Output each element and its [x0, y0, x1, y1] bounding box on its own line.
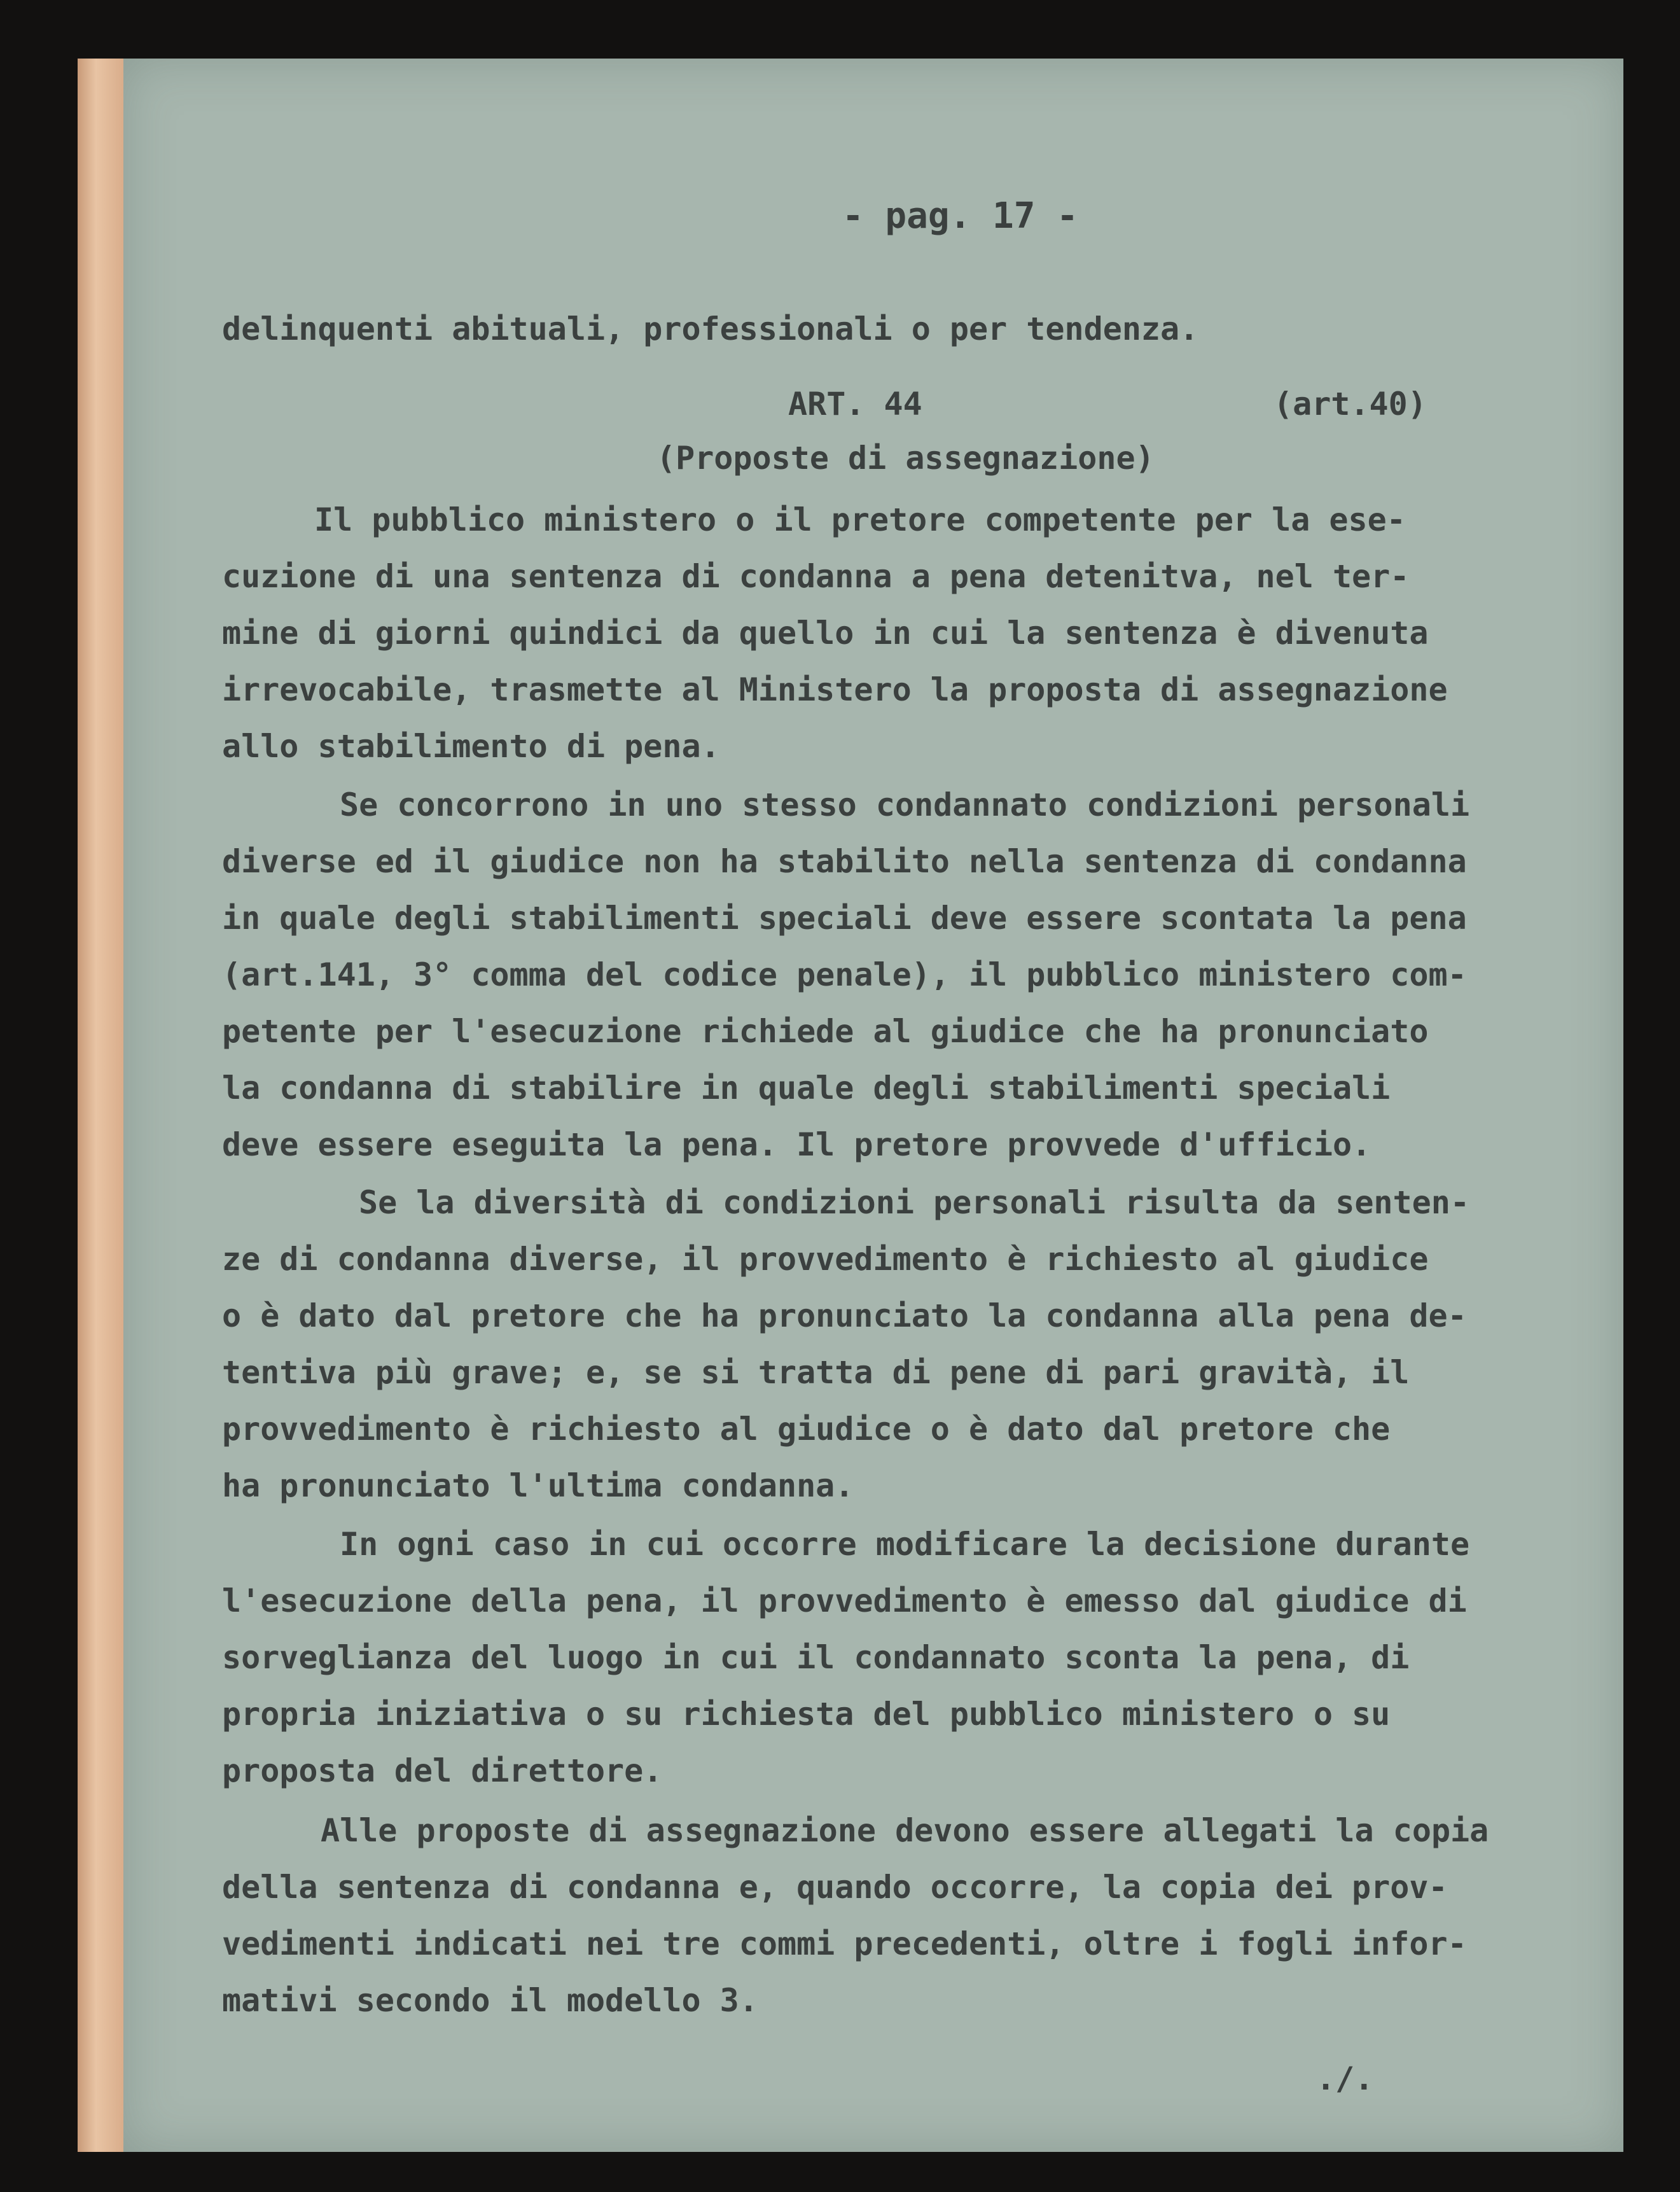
paragraph-line: Se concorrono in uno stesso condannato condizioni personali	[340, 786, 1470, 823]
paragraph-line: deve essere eseguita la pena. Il pretore provvede d'ufficio.	[222, 1126, 1371, 1163]
continuation-mark: ./.	[1316, 2060, 1374, 2097]
paragraph-line: tentiva più grave; e, se si tratta di pene di pari gravità, il	[222, 1354, 1410, 1391]
paragraph-line: Se la diversità di condizioni personali risulta da senten-	[359, 1184, 1469, 1221]
paragraph-line: l'esecuzione della pena, il provvedimento è emesso dal giudice di	[222, 1582, 1467, 1619]
paragraph-line: in quale degli stabilimenti speciali deve essere scontata la pena	[222, 900, 1467, 937]
paragraph-line: proposta del direttore.	[222, 1752, 663, 1789]
paragraph-line: allo stabilimento di pena.	[222, 728, 720, 765]
page-number: - pag. 17 -	[842, 195, 1078, 237]
paragraph-line: o è dato dal pretore che ha pronunciato la condanna alla pena de-	[222, 1297, 1467, 1334]
paragraph-line: mine di giorni quindici da quello in cui la sentenza è divenuta	[222, 615, 1429, 652]
paragraph-line: sorveglianza del luogo in cui il condannato sconta la pena, di	[222, 1639, 1410, 1676]
continuation-line: delinquenti abituali, professionali o per tendenza.	[222, 311, 1199, 347]
paragraph-line: cuzione di una sentenza di condanna a pena detenitva, nel ter-	[222, 558, 1410, 595]
paragraph-line: petente per l'esecuzione richiede al giudice che ha pronunciato	[222, 1013, 1429, 1050]
paragraph-line: ha pronunciato l'ultima condanna.	[222, 1467, 854, 1504]
paragraph-line: Alle proposte di assegnazione devono essere allegati la copia	[321, 1812, 1489, 1849]
paragraph-line: della sentenza di condanna e, quando occorre, la copia dei prov-	[222, 1869, 1448, 1906]
paragraph-line: ze di condanna diverse, il provvedimento è richiesto al giudice	[222, 1241, 1429, 1278]
paragraph-line: (art.141, 3° comma del codice penale), il pubblico ministero com-	[222, 956, 1467, 993]
paragraph-line: provvedimento è richiesto al giudice o è dato dal pretore che	[222, 1411, 1391, 1448]
paragraph-line: propria iniziativa o su richiesta del pubblico ministero o su	[222, 1696, 1391, 1733]
paragraph-line: vedimenti indicati nei tre commi precedenti, oltre i fogli infor-	[222, 1925, 1467, 1962]
paragraph-line: mativi secondo il modello 3.	[222, 1982, 758, 2019]
typewritten-page	[123, 59, 1623, 2152]
article-subtitle: (Proposte di assegnazione)	[656, 440, 1155, 477]
article-title: ART. 44	[788, 386, 922, 422]
paragraph-line: la condanna di stabilire in quale degli stabilimenti speciali	[222, 1070, 1391, 1106]
paragraph-line: irrevocabile, trasmette al Ministero la proposta di assegnazione	[222, 671, 1448, 708]
article-reference: (art.40)	[1274, 386, 1427, 422]
page-edge	[78, 59, 123, 2152]
paragraph-line: diverse ed il giudice non ha stabilito nella sentenza di condanna	[222, 843, 1467, 880]
paragraph-line: In ogni caso in cui occorre modificare la decisione durante	[340, 1526, 1470, 1563]
paragraph-line: Il pubblico ministero o il pretore competente per la ese-	[314, 501, 1406, 538]
